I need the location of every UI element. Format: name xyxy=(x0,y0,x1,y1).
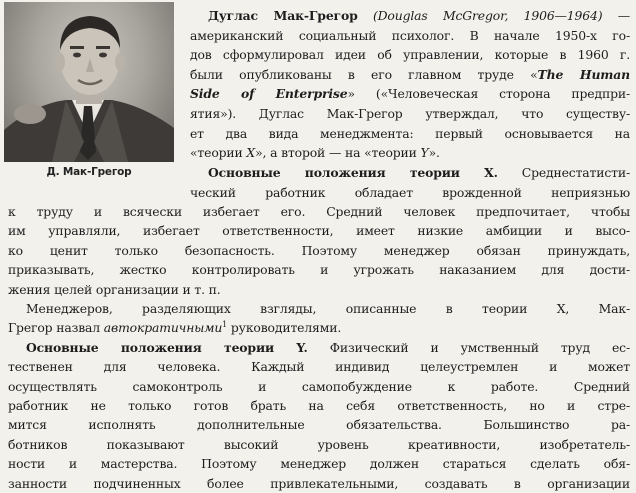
bio-line-2: американский социальный психолог. В начале 1950-х го- xyxy=(190,27,630,43)
bio-line-1: Дуглас Мак-Грегор (Douglas McGregor, 1906—1964) — xyxy=(208,8,630,23)
theory-x-line-6: приказывать, жестко контролировать и угрожать наказанием для дости- xyxy=(8,262,630,278)
theory-x-paragraph xyxy=(8,202,630,493)
theory-x-line-3: к труду и всячески избегает его. Средний человек предпочитает, чтобы xyxy=(8,204,630,219)
theory-y-heading: Основные положения теории Y. xyxy=(26,339,308,355)
autocratic-line-1: Менеджеров, разделяющих взгляды, описанные в теории X, Мак- xyxy=(26,301,630,317)
theory-x-line-7: жения целей организации и т. п. xyxy=(8,281,221,297)
bio-line-8: «теории X», а второй — на «теории Y». xyxy=(190,145,440,161)
theory-x-paragraph-top xyxy=(190,163,630,202)
theory-x-line-2: ческий работник обладает врожденной неприязнью xyxy=(190,184,630,200)
bio-paragraph xyxy=(190,6,630,163)
theory-x-line-4: им управляли, избегает ответственности, имеет низкие амбиции и высо- xyxy=(8,223,630,239)
footnote-mark: 1 xyxy=(222,320,228,330)
author-name: Дуглас Мак-Грегор xyxy=(208,8,358,23)
theory-x-line-5: ко ценит только безопасность. Поэтому менеджер обязан принуждать, xyxy=(8,242,630,258)
book-title-part1: The Human xyxy=(537,66,630,82)
theory-y-line-1: Основные положения теории Y. Физический и умственный труд ес- xyxy=(26,339,630,355)
book-title-part2: Side of Enterprise xyxy=(190,86,348,102)
portrait-caption: Д. Мак-Грегор xyxy=(46,166,132,178)
theory-y-line-8: занности подчиненных более привлекательными, создавать в организации xyxy=(8,475,630,491)
bio-line-3: дов сформулировал идеи об управлении, которые в 1960 г. xyxy=(190,47,630,63)
theory-y-line-5: мится исполнять дополнительные обязательства. Большинство ра- xyxy=(8,417,630,433)
theory-y-line-3: осуществлять самоконтроль и самопобуждение к работе. Средний xyxy=(8,378,630,394)
theory-x-heading: Основные положения теории X. xyxy=(208,165,498,180)
theory-x-line-1: Основные положения теории X. Среднестатисти- xyxy=(208,165,630,180)
theory-y-line-6: ботников показывают высокий уровень креативности, изобретатель- xyxy=(8,436,630,452)
portrait-image xyxy=(4,2,174,162)
theory-y-line-4: работник не только готов брать на себя ответственность, но и стре- xyxy=(8,398,630,414)
bio-line-5: Side of Enterprise» («Человеческая сторона предпри- xyxy=(190,86,630,102)
theory-y-line-7: ности и мастерства. Поэтому менеджер должен стараться сделать обя- xyxy=(8,456,630,472)
autocratic-line-2: Грегор назвал автократичными$^1$ руководителями. xyxy=(8,320,342,336)
bio-line-6: ятия»). Дуглас Мак-Грегор утверждал, что существу- xyxy=(190,105,630,121)
theory-y-line-2: тественен для человека. Каждый индивид целеустремлен и может xyxy=(8,359,630,375)
bio-line-7: ет два вида менеджмента: первый основывается на xyxy=(190,125,630,141)
bio-line-4: были опубликованы в его главном труде «The Human xyxy=(190,66,630,82)
autocratic-term: автократичными xyxy=(103,320,223,336)
portrait-photo xyxy=(4,2,174,162)
